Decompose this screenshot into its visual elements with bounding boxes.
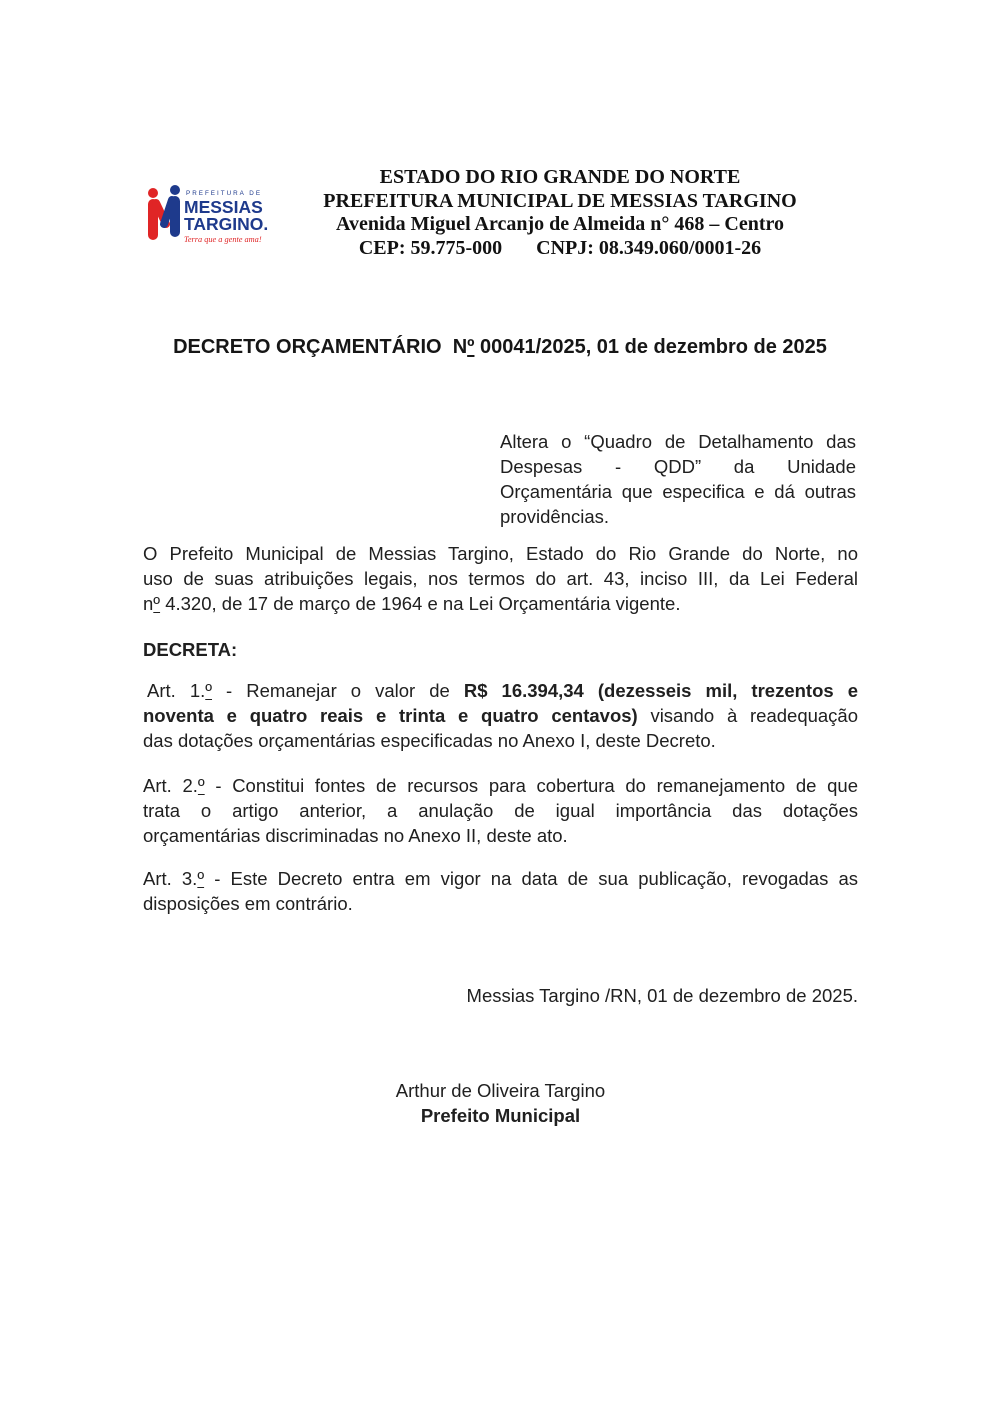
signer-role: Prefeito Municipal <box>420 1105 581 1126</box>
state-name: ESTADO DO RIO GRANDE DO NORTE <box>379 166 741 188</box>
municipality-name: PREFEITURA MUNICIPAL DE MESSIAS TARGINO <box>323 189 797 212</box>
preamble-paragraph: O Prefeito Municipal de Messias Targino, Estado do Rio Grande do Norte, no uso de suas atribuições legais, nos termos do art. 43, inciso III, da Lei Federal nº 4.320, de 17 de março de 1964 e na Lei Orçamentária vigente. <box>143 543 858 614</box>
article-3: Art. 3.º - Este Decreto entra em vigor na data de sua publicação, revogadas as disposições em contrário. <box>143 868 858 914</box>
signature-block <box>143 1078 858 1128</box>
document-title: DECRETO ORÇAMENTÁRIO Nº 00041/2025, 01 de dezembro de 2025 <box>173 336 827 358</box>
letterhead-text <box>295 166 825 260</box>
logo-small-text: PREFEITURA DE <box>186 190 263 197</box>
logo-name-line1: MESSIAS <box>184 197 263 217</box>
address-line: Avenida Miguel Arcanjo de Almeida n° 468 – Centro <box>336 213 784 235</box>
place-date-line: Messias Targino /RN, 01 de dezembro de 2025. <box>466 985 858 1006</box>
logo-name-line2: TARGINO. <box>184 214 269 234</box>
cep-cnpj-line <box>295 237 825 261</box>
signer-name: Arthur de Oliveira Targino <box>395 1080 606 1101</box>
cep-value: CEP: 59.775-000 <box>358 236 503 259</box>
decreta-label: DECRETA: <box>143 639 238 660</box>
logo-tagline: Terra que a gente ama! <box>184 235 262 244</box>
logo-figures-icon <box>148 185 180 240</box>
article-1: Art. 1.º - Remanejar o valor de R$ 16.394,34 (dezesseis mil, trezentos e noventa e quatro reais e trinta e quatro centavos) visando à readequação das dotações orçamentárias especificadas no Anexo I, deste Decreto. <box>143 680 859 751</box>
municipality-logo <box>146 184 296 248</box>
cnpj-value: CNPJ: 08.349.060/0001-26 <box>536 236 762 259</box>
article-2: Art. 2.º - Constitui fontes de recursos para cobertura do remanejamento de que trata o artigo anterior, a anulação de igual importância das dotações orçamentárias discriminadas no Anexo II, deste ato. <box>143 775 858 846</box>
ementa-clause: Altera o “Quadro de Detalhamento das Despesas - QDD” da Unidade Orçamentária que especifica e dá outras providências. <box>500 431 856 527</box>
